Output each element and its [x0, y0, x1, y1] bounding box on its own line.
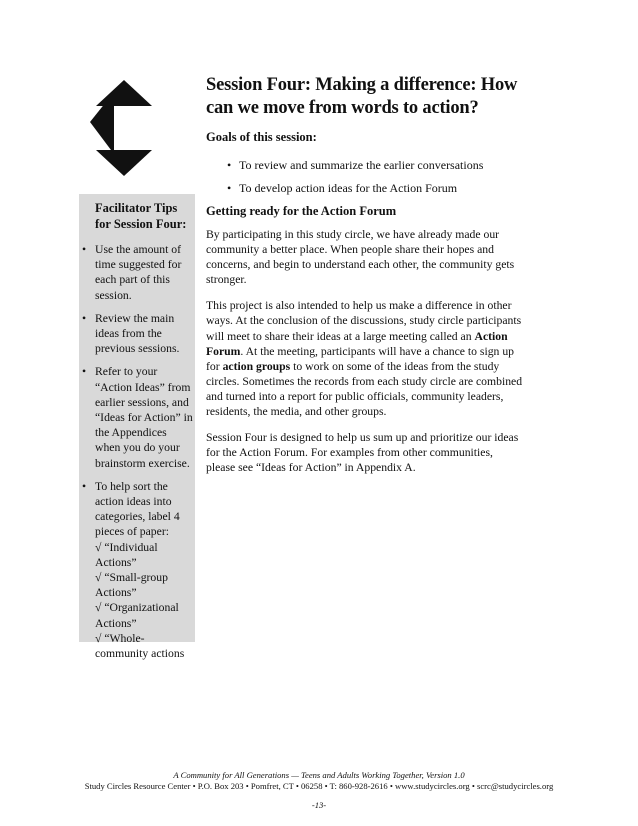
action-forum-term: Action Forum: [206, 329, 508, 358]
study-circles-logo-icon: [82, 72, 162, 184]
session-content: [206, 74, 524, 486]
page-title: Session Four: Making a difference: How can we move from words to action?: [206, 75, 518, 118]
tip-item-categories: [79, 479, 195, 661]
page-number: -13-: [311, 800, 327, 810]
paragraph-participation: By participating in this study circle, we have already made our community a better place. When people share their hopes and concerns, and begin to understand each other, the community gets stronger.: [206, 228, 515, 287]
category-item: √ “Small-group Actions”: [95, 571, 168, 600]
footer-contact-info: Study Circles Resource Center • P.O. Box 203 • Pomfret, CT • 06258 • T: 860-928-2616 • www.studycircles.org • scrc@studycircles.org: [84, 781, 554, 791]
category-item: √ “Organizational Actions”: [95, 601, 179, 630]
category-item: √ “Individual Actions”: [95, 540, 158, 569]
footer-publication-title: A Community for All Generations — Teens and Adults Working Together, Version 1.0: [173, 770, 465, 780]
category-item: √ “Whole-community actions: [95, 631, 185, 661]
facilitator-tips-sidebar: [79, 194, 195, 661]
tip-item: • Use the amount of time suggested for each part of this session.: [79, 242, 195, 303]
goal-item: • To develop action ideas for the Action Forum: [227, 181, 524, 196]
goals-list: [227, 158, 524, 196]
sidebar-title: Facilitator Tips for Session Four:: [95, 201, 187, 231]
paragraph-text: to work on some of the ideas from the study circles. Sometimes the records from each study circle are combined and turned into a report for public officials, community leaders, residents, the media, and other groups.: [206, 359, 523, 419]
tip-item: • Review the main ideas from the previous sessions.: [79, 311, 195, 357]
goals-heading: Goals of this session:: [206, 130, 317, 144]
tips-list: [79, 242, 195, 661]
paragraph-text: . At the meeting, participants will have a chance to sign up for: [206, 344, 515, 373]
action-groups-term: action groups: [222, 359, 291, 373]
tip-text: • To help sort the action ideas into categories, label 4 pieces of paper:: [95, 479, 180, 539]
section-heading: Getting ready for the Action Forum: [206, 204, 397, 218]
paragraph-action-forum: [206, 298, 524, 419]
paragraph-text: This project is also intended to help us make a difference in other ways. At the conclusion of the discussions, study circle participants will meet to share their ideas at a large meeting called an: [206, 299, 522, 343]
tip-item: • Refer to your “Action Ideas” from earlier sessions, and “Ideas for Action” in the Appendices when you do your brainstorm exercise.: [79, 364, 195, 470]
paragraph-session-four: Session Four is designed to help us sum up and prioritize our ideas for the Action Forum. For examples from other communities, please see “Ideas for Action” in Appendix A.: [206, 431, 519, 475]
goal-item: • To review and summarize the earlier conversations: [227, 158, 524, 173]
